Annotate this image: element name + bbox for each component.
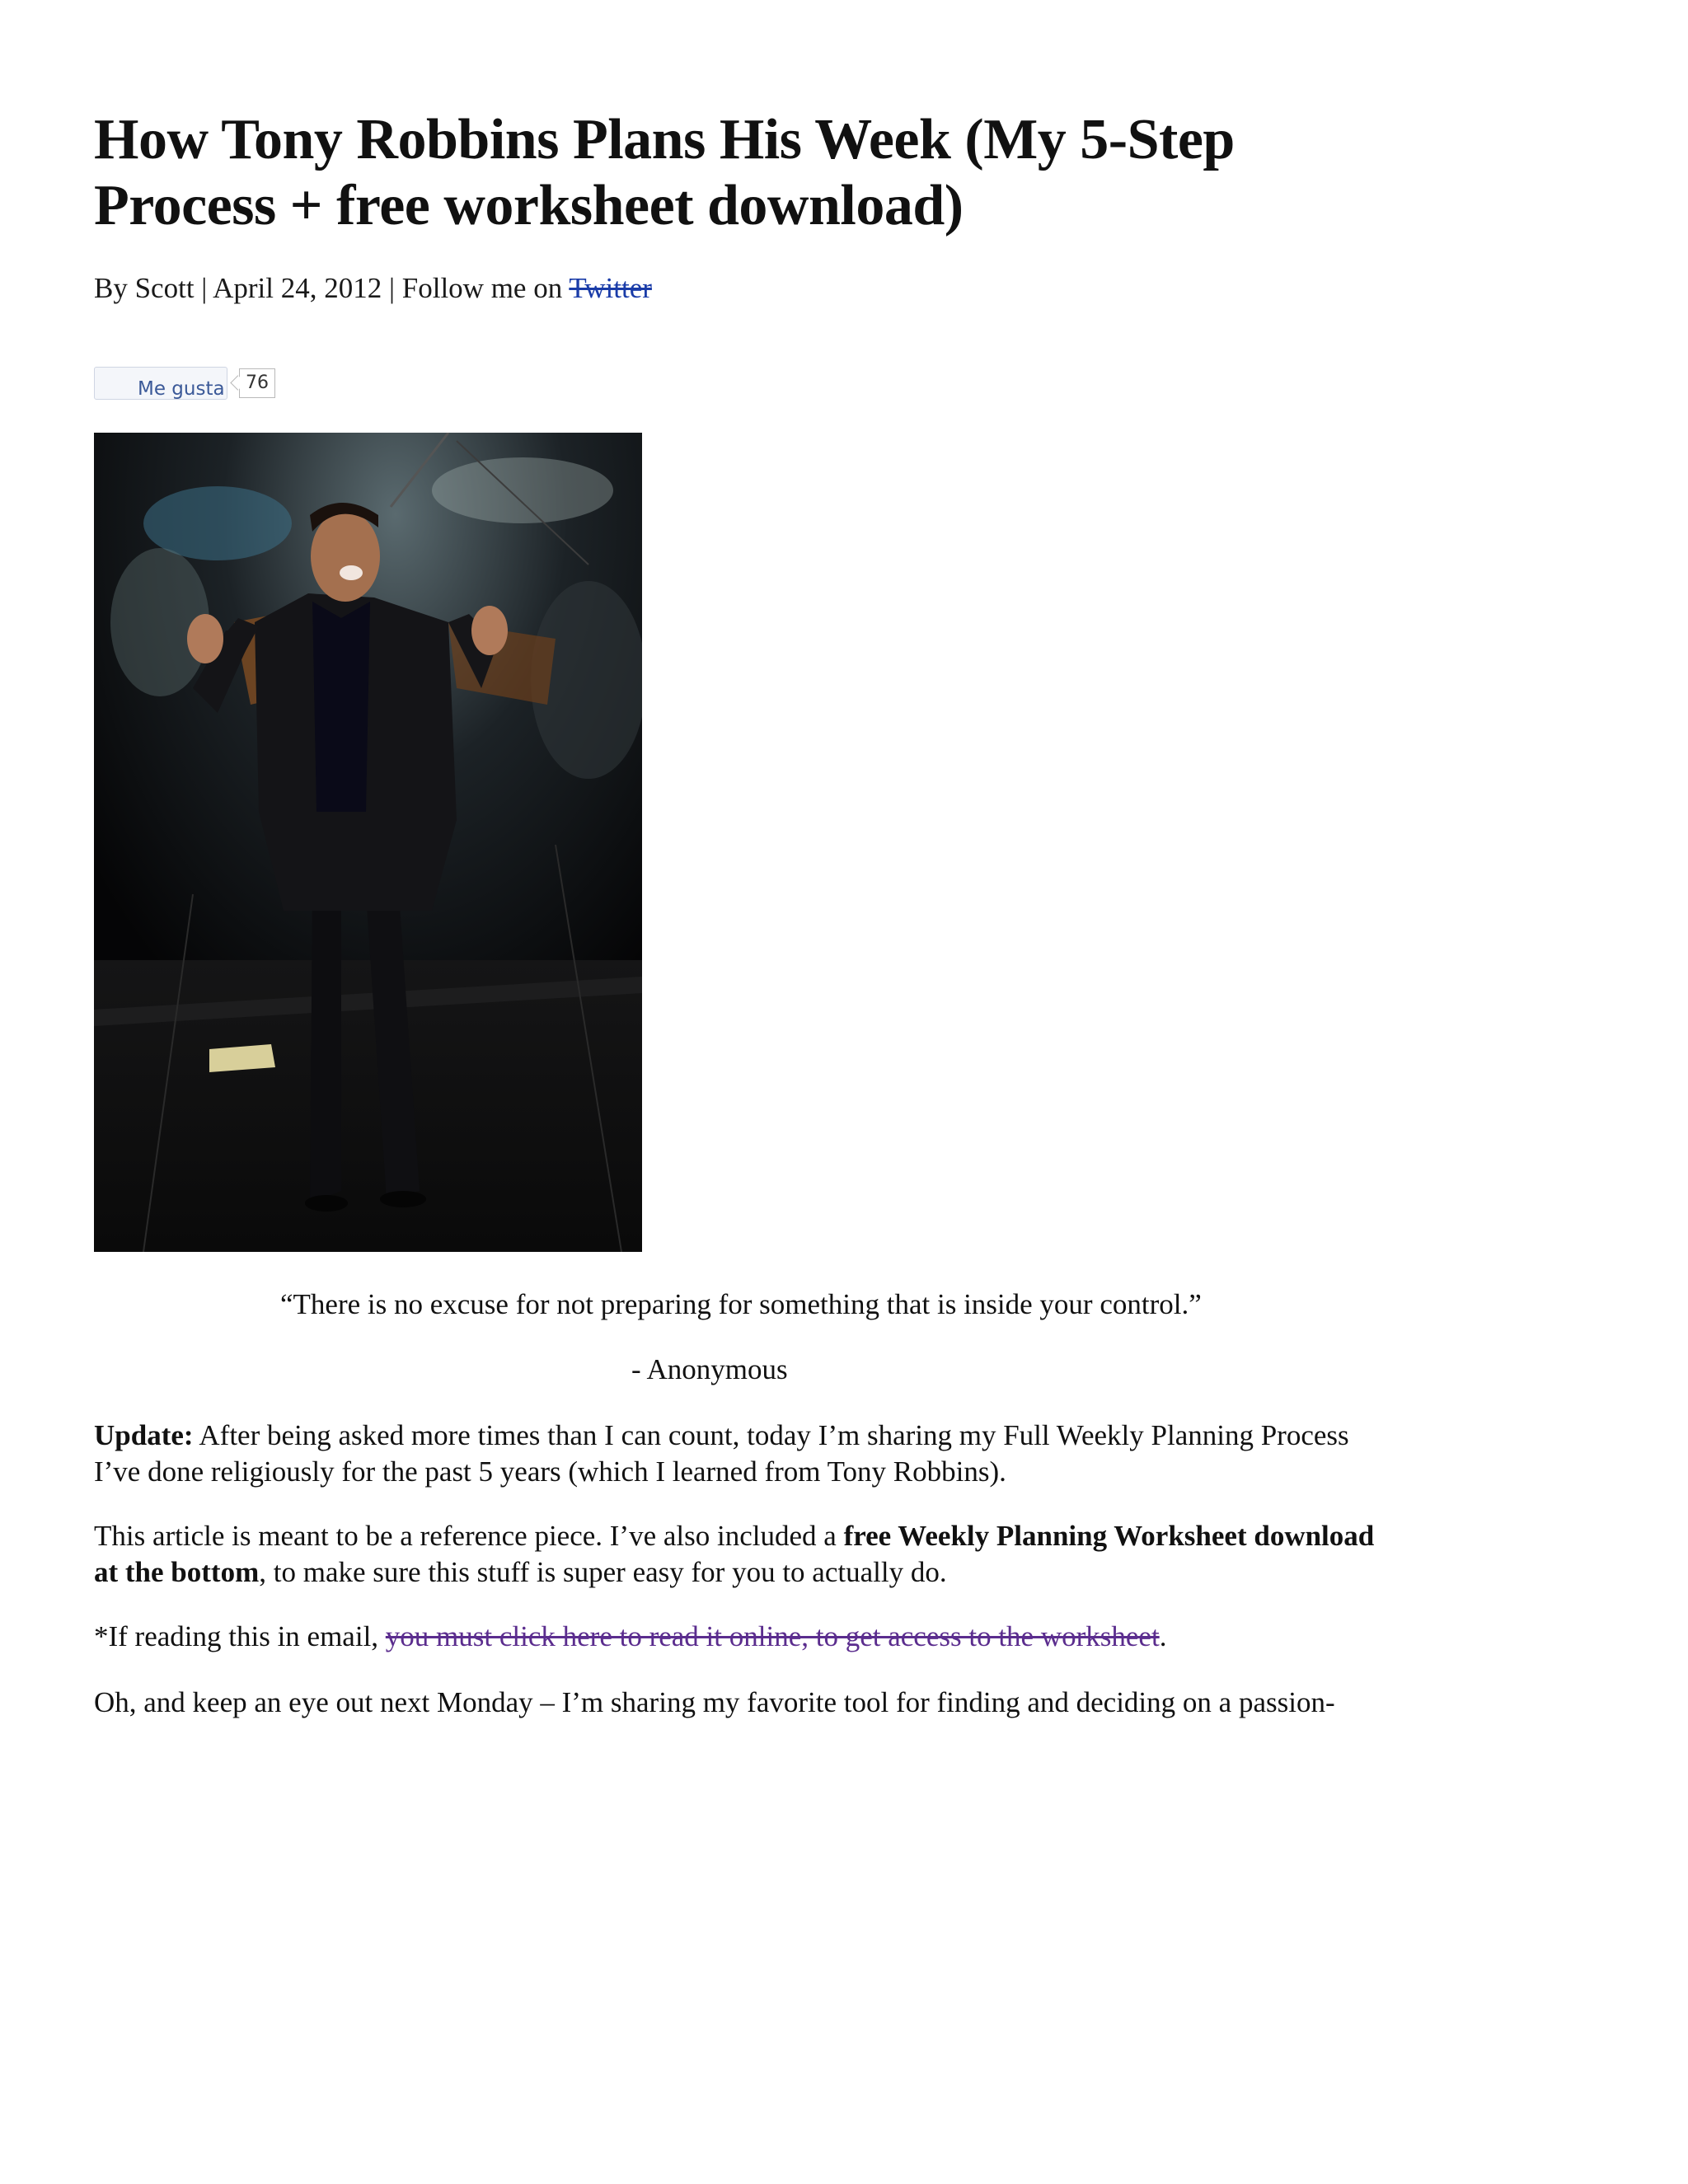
email-note-prefix: *If reading this in email, [94,1620,386,1652]
byline [94,272,652,305]
update-text: After being asked more times than I can count, today I’m sharing my Full Weekly Planning Process I’ve done religiously for the past 5 years (which I learned from Tony Robbins). [94,1419,1349,1488]
article-title: How Tony Robbins Plans His Week (My 5-Step Process + free worksheet download) [94,108,1235,237]
read-online-link[interactable]: you must click here to read it online, to get access to the worksheet [385,1620,1160,1652]
like-button-label: Me gusta [138,378,225,400]
email-note-suffix: . [1159,1620,1167,1652]
reference-text-after: , to make sure this stuff is super easy for you to actually do. [259,1556,947,1588]
like-button[interactable] [94,367,227,400]
like-count-bubble: 76 [239,368,275,398]
twitter-link[interactable]: Twitter [569,272,652,304]
update-paragraph [94,1418,1380,1490]
monday-paragraph: Oh, and keep an eye out next Monday – I’m sharing my favorite tool for finding and deciding on a passion- [94,1686,1335,1718]
update-label: Update: [94,1419,194,1451]
reference-bold-text: free Weekly Planning Worksheet download at the bottom [94,1520,1375,1588]
speaker-photo [94,433,642,1252]
reference-text-before: This article is meant to be a reference piece. I’ve also included a [94,1520,844,1552]
byline-text: By Scott | April 24, 2012 | Follow me on [94,272,570,304]
quote-text: “There is no excuse for not preparing for something that is inside your control.” [280,1288,1202,1320]
reference-paragraph [94,1518,1380,1591]
quote-attribution: - Anonymous [631,1353,788,1385]
email-note-paragraph [94,1619,1380,1655]
